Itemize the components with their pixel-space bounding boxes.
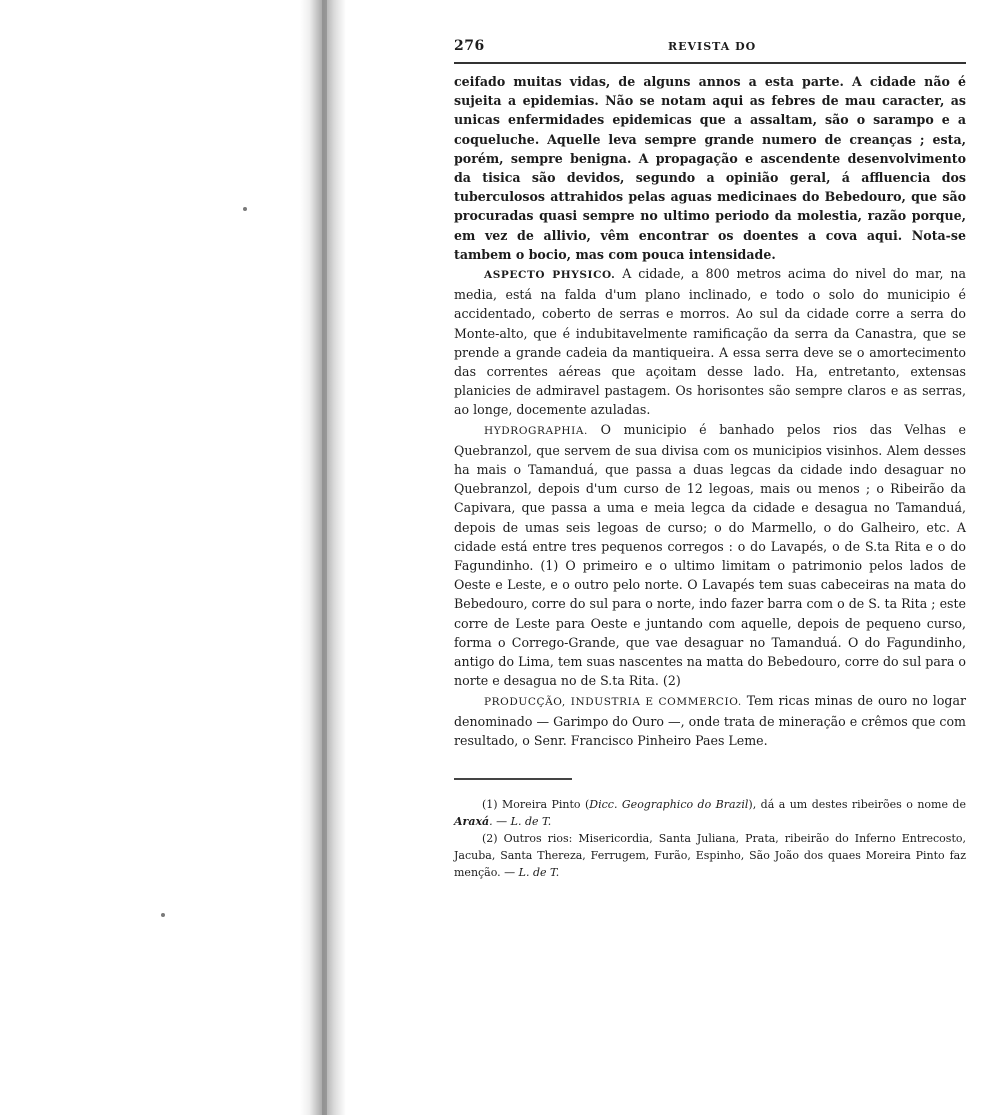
footnote-1-signature: . — L. de T. bbox=[489, 815, 552, 829]
paragraph-production-text: Tem ricas minas de ouro no logar denominado — Garimpo do Ouro —, onde trata de mineração e crêmos que com resultado, o Senr. Francisco Pinheiro Paes Leme. bbox=[454, 692, 967, 748]
section-title-hydrography: HYDROGRAPHIA. bbox=[484, 424, 588, 437]
book-page bbox=[454, 36, 966, 881]
section-title-production: PRODUCÇÃO, INDUSTRIA E COMMERCIO. bbox=[484, 695, 742, 708]
section-title-physical-aspect: ASPECTO PHYSICO. bbox=[484, 269, 616, 282]
page-number: 276 bbox=[454, 38, 485, 54]
paragraph-physical-aspect-text: A cidade, a 800 metros acima do nivel do mar, na media, está na falda d'um plano inclinado, e todo o solo do municipio é accidentado, coberto de serras e morros. Ao sul da cidade corre a serra do Monte-alto, que é indubitavelmente ramificação da serra da Canastra, que se prende a grande cadeia da mantiqueira. A essa serra deve se o amortecimento das correntes aéreas que açoitam desse lado. Ha, entretanto, extensas planicies de admiravel pastagem. Os horisontes são sempre claros e as serras, ao longe, docemente azuladas. bbox=[454, 266, 966, 418]
paper-speck bbox=[161, 913, 165, 917]
paragraph-physical-aspect bbox=[454, 264, 966, 420]
header-rule bbox=[454, 62, 966, 64]
footnotes bbox=[454, 796, 966, 881]
paragraph-health: ceifado muitas vidas, de alguns annos a esta parte. A cidade não é sujeita a epidemias. Não se notam aqui as febres de mau caracter, as unicas enfermidades epidemicas que a assaltam, são o sarampo e a coqueluche. Aquelle leva sempre grande numero de creanças ; esta, porém, sempre benigna. A propagação e ascendente desenvolvimento da tisica são devidos, segundo a opinião geral, á affluencia dos tuberculosos attrahidos pelas aguas medicinaes do Bebedouro, que são procuradas quasi sempre no ultimo periodo da molestia, razão porque, em vez de allivio, vêm encontrar os doentes a cova aqui. Nota-se tambem o bocio, mas com pouca intensidade. bbox=[454, 74, 966, 262]
footnote-1-name: Araxá bbox=[454, 815, 490, 829]
footnote-1-text-a: (1) Moreira Pinto ( bbox=[482, 798, 590, 812]
page-header bbox=[454, 36, 966, 56]
footnote-2-text: (2) Outros rios: Misericordia, Santa Juliana, Prata, ribeirão do Inferno Entrecosto, Jacuba, Santa Thereza, Ferrugem, Furão, Espinho, São João dos quaes Moreira Pinto faz menção. bbox=[454, 832, 966, 880]
paragraph-hydrography-text: O municipio é banhado pelos rios das Velhas e Quebranzol, que servem de sua divisa com os municipios visinhos. Alem desses ha mais o Tamanduá, que passa a duas legcas da cidade indo desaguar no Quebranzol, depois d'um curso de 12 legoas, mais ou menos ; o Ribeirão da Capivara, que passa a uma e meia legca da cidade e desagua no Tamanduá, depois de umas seis legoas de curso; o do Marmello, o do Galheiro, etc. A cidade está entre tres pequenos corregos : o do Lavapés, o de S.ta Rita e o do Fagundinho. (1) O primeiro e o ultimo limitam o patrimonio pelos lados de Oeste e Leste, e o outro pelo norte. O Lavapés tem suas cabeceiras na mata do Bebedouro, corre do sul para o norte, indo fazer barra com o de S. ta Rita ; este corre de Leste para Oeste e juntando com aquelle, depois de pequeno curso, forma o Corrego-Grande, que vae desaguar no Tamanduá. O do Fagundinho, antigo do Lima, tem suas nascentes na matta do Bebedouro, corre do sul para o norte e desagua no de S.ta Rita. (2) bbox=[454, 421, 966, 689]
footnote-2-signature: — L. de T. bbox=[500, 866, 560, 880]
paper-speck bbox=[243, 207, 247, 211]
paragraph-hydrography bbox=[454, 420, 966, 691]
footnote-1 bbox=[454, 796, 966, 830]
page-gutter-line bbox=[322, 0, 327, 1115]
body-text bbox=[454, 72, 966, 750]
running-head: REVISTA DO bbox=[668, 40, 757, 53]
footnote-rule bbox=[454, 778, 572, 780]
paragraph-production bbox=[454, 691, 966, 751]
footnote-1-text-b: ), dá a um destes ribeirões o nome de bbox=[748, 798, 966, 812]
footnote-2 bbox=[454, 830, 966, 881]
footnote-1-title: Dicc. Geographico do Brazil bbox=[589, 798, 749, 812]
